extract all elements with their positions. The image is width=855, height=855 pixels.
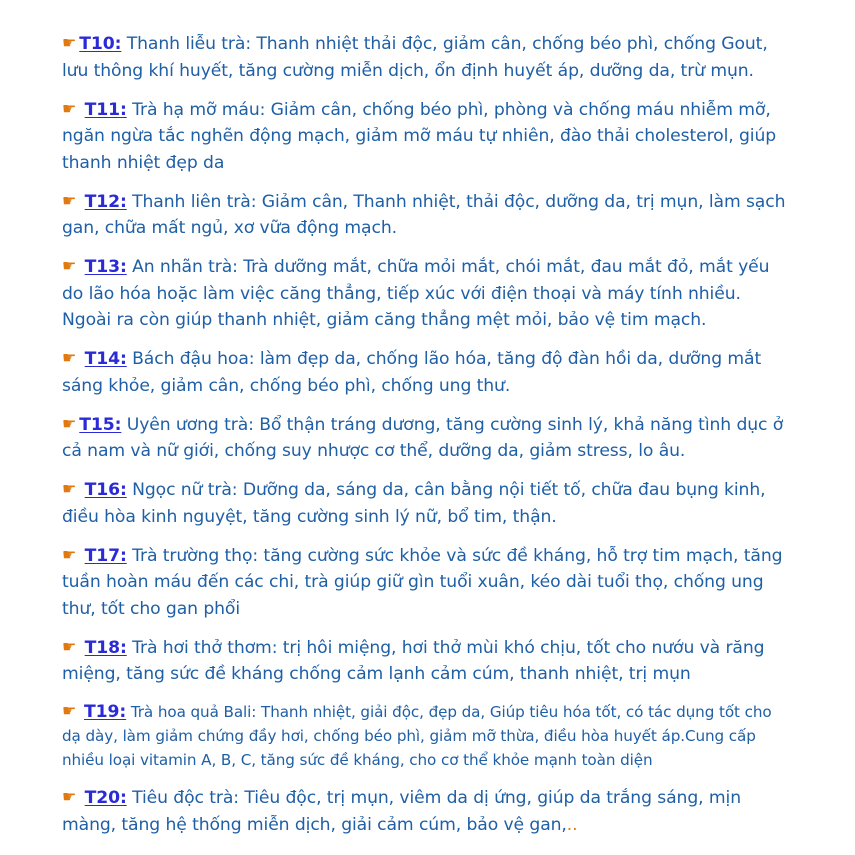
tea-entry-t16 — [62, 476, 792, 530]
tea-code-link[interactable]: T10: — [79, 34, 122, 54]
tea-description-trail: .. — [566, 814, 578, 835]
tea-entry-t18 — [62, 634, 792, 688]
tea-entry-t12 — [62, 188, 792, 242]
tea-list — [62, 30, 792, 850]
tea-code-link[interactable]: T18: — [84, 637, 127, 658]
pointing-hand-icon: ☛ — [62, 701, 77, 720]
tea-entry-t19 — [62, 699, 792, 772]
tea-code-link[interactable]: T19: — [83, 702, 127, 722]
tea-code-link[interactable]: T12: — [84, 191, 127, 212]
pointing-hand-icon: ☛ — [62, 190, 77, 210]
tea-code-link[interactable]: T16: — [84, 480, 127, 500]
tea-description: Trà hoa quả Bali: Thanh nhiệt, giải độc, đẹp da, Giúp tiêu hóa tốt, có tác dụng tốt cho dạ dày, làm giảm chứng đầy hơi, chống béo phì, giảm mỡ thừa, điều hòa huyết áp.Cung cấp nhiều loại vitamin A, B, C, tăng sức đề kháng, cho cơ thể khỏe mạnh toàn diện — [62, 703, 772, 769]
tea-description: Tiêu độc trà: Tiêu độc, trị mụn, viêm da dị ứng, giúp da trắng sáng, mịn màng, tăng hệ thống miễn dịch, giải cảm cúm, bảo vệ gan, — [62, 788, 741, 835]
tea-description: Ngọc nữ trà: Dưỡng da, sáng da, cân bằng nội tiết tố, chữa đau bụng kinh, điều hòa kinh nguyệt, tăng cường sinh lý nữ, bổ tim, thận. — [62, 480, 766, 527]
pointing-hand-icon: ☛ — [62, 33, 77, 52]
pointing-hand-icon: ☛ — [62, 787, 77, 807]
tea-entry-t17 — [62, 542, 792, 623]
tea-description: Trà trường thọ: tăng cường sức khỏe và sức đề kháng, hỗ trợ tim mạch, tăng tuần hoàn máu đến các chi, trà giúp giữ gìn tuổi xuân, kéo dài tuổi thọ, chống ung thư, tốt cho gan phổi — [62, 545, 783, 619]
tea-code-link[interactable]: T11: — [84, 99, 127, 120]
pointing-hand-icon: ☛ — [62, 98, 77, 118]
tea-entry-t11 — [62, 96, 792, 177]
pointing-hand-icon: ☛ — [62, 256, 77, 275]
tea-description: Bách đậu hoa: làm đẹp da, chống lão hóa, tăng độ đàn hồi da, dưỡng mắt sáng khỏe, giảm cân, chống béo phì, chống ung thư. — [62, 349, 762, 396]
pointing-hand-icon: ☛ — [62, 636, 77, 656]
tea-code-link[interactable]: T17: — [84, 545, 127, 566]
tea-code-link[interactable]: T20: — [84, 788, 127, 809]
tea-description: Thanh liên trà: Giảm cân, Thanh nhiệt, thải độc, dưỡng da, trị mụn, làm sạch gan, chữa mất ngủ, xơ vữa động mạch. — [62, 191, 786, 238]
pointing-hand-icon: ☛ — [62, 348, 77, 367]
pointing-hand-icon: ☛ — [62, 413, 77, 433]
tea-entry-t13 — [62, 253, 792, 334]
tea-code-link[interactable]: T14: — [84, 349, 127, 369]
tea-entry-t15 — [62, 411, 792, 465]
tea-entry-t14 — [62, 345, 792, 399]
tea-description: Uyên ương trà: Bổ thận tráng dương, tăng cường sinh lý, khả năng tình dục ở cả nam và nữ giới, chống suy nhược cơ thể, dưỡng da, giảm stress, lo âu. — [62, 414, 784, 461]
tea-entry-t20 — [62, 784, 792, 838]
pointing-hand-icon: ☛ — [62, 544, 77, 564]
tea-code-link[interactable]: T13: — [84, 257, 127, 277]
tea-description: Thanh liễu trà: Thanh nhiệt thải độc, giảm cân, chống béo phì, chống Gout, lưu thông khí huyết, tăng cường miễn dịch, ổn định huyết áp, dưỡng da, trừ mụn. — [62, 34, 768, 81]
tea-entry-t10 — [62, 30, 792, 84]
tea-code-link[interactable]: T15: — [79, 414, 122, 435]
tea-description: An nhãn trà: Trà dưỡng mắt, chữa mỏi mắt, chói mắt, đau mắt đỏ, mắt yếu do lão hóa hoặc làm việc căng thẳng, tiếp xúc với điện thoại và máy tính nhiều. Ngoài ra còn giúp thanh nhiệt, giảm căng thẳng mệt mỏi, bảo vệ tim mạch. — [62, 257, 770, 330]
tea-description: Trà hạ mỡ máu: Giảm cân, chống béo phì, phòng và chống máu nhiễm mỡ, ngăn ngừa tắc nghẽn động mạch, giảm mỡ máu tự nhiên, đào thải cholesterol, giúp thanh nhiệt đẹp da — [62, 99, 777, 173]
tea-description: Trà hơi thở thơm: trị hôi miệng, hơi thở mùi khó chịu, tốt cho nướu và răng miệng, tăng sức đề kháng chống cảm lạnh cảm cúm, thanh nhiệt, trị mụn — [62, 637, 765, 684]
pointing-hand-icon: ☛ — [62, 479, 77, 498]
